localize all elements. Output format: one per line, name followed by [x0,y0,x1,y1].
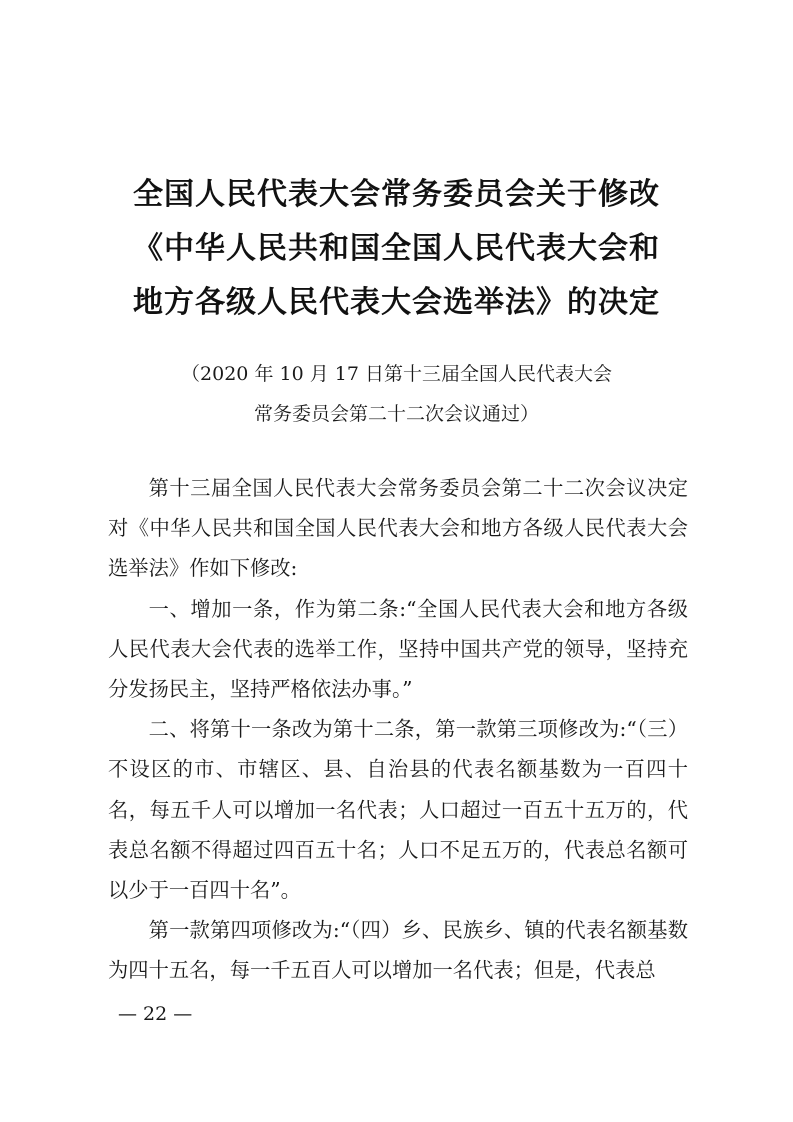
paragraph-amendment-2: 二、将第十一条改为第十二条，第一款第三项修改为:“（三）不设区的市、市辖区、县、自治县的代表名额基数为一百四十名，每五千人可以增加一名代表；人口超过一百五十五万的，代表总名额不得超过四百五十名；人口不足五万的，代表总名额可以少于一百四十名”。 [108,717,688,903]
paragraph-amendment-1: 一、增加一条，作为第二条:“全国人民代表大会和地方各级人民代表大会代表的选举工作，坚持中国共产党的领导，坚持充分发扬民主，坚持严格依法办事。” [108,596,688,702]
title-line-2: 《中华人民共和国全国人民代表大会和 [133,231,660,266]
paragraph-intro: 第十三届全国人民代表大会常务委员会第二十二次会议决定对《中华人民共和国全国人民代表大会和地方各级人民代表大会选举法》作如下修改: [108,476,688,581]
adoption-note-line-1: （2020 年 10 月 17 日第十三届全国人民代表大会 [181,363,612,385]
title-line-1: 全国人民代表大会常务委员会关于修改 [133,177,660,212]
paragraph-clause-4: 第一款第四项修改为:“（四）乡、民族乡、镇的代表名额基数为四十五名，每一千五百人可以增加一名代表；但是，代表总 [108,918,688,983]
body-text [108,468,688,991]
adoption-note [0,354,793,434]
title-line-3: 地方各级人民代表大会选举法》的决定 [133,285,660,320]
adoption-note-line-2: 常务委员会第二十二次会议通过） [253,403,539,425]
document-title [0,168,793,330]
page-number: — 22 — [118,1003,193,1025]
